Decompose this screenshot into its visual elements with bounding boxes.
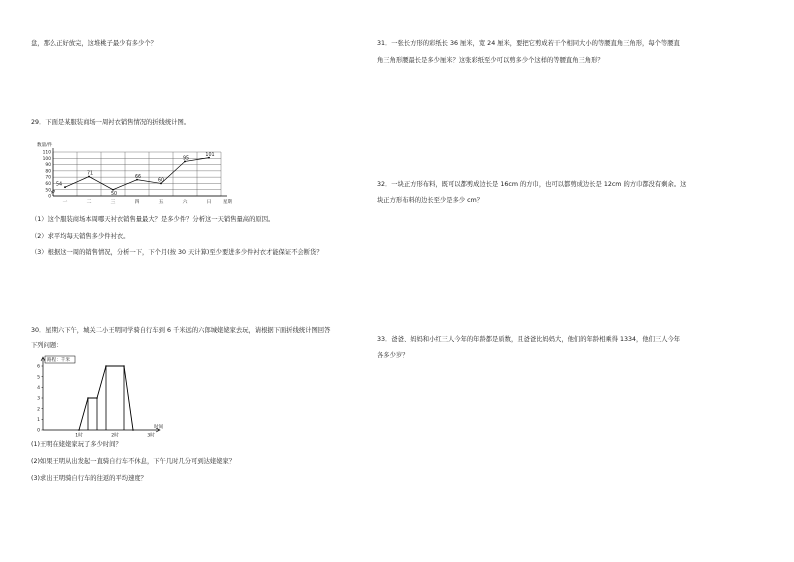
chart2-ytick: 2 bbox=[37, 407, 40, 413]
chart1-ytick: 80 bbox=[45, 169, 51, 175]
chart1-data-label: 50 bbox=[110, 192, 118, 198]
q29-stem: 29．下面是某服装商场一周衬衣销售情况的折线统计图。 bbox=[31, 119, 191, 126]
chart1-ylabel: 数量/件 bbox=[37, 143, 53, 148]
chart1-xlabel: 星期 bbox=[223, 200, 232, 205]
chart2-ytick: 5 bbox=[37, 375, 40, 381]
q29-sub2: （2）求平均每天销售多少件衬衣。 bbox=[31, 233, 130, 240]
chart2-ytick: 0 bbox=[37, 428, 40, 434]
chart1-xtick: 四 bbox=[134, 200, 140, 205]
chart2-ytick: 3 bbox=[37, 396, 40, 402]
q32-line2: 块正方形布料的边长至少是多少 cm？ bbox=[377, 197, 484, 204]
chart1-ytick: 70 bbox=[45, 175, 51, 181]
chart2-xtick: 2时 bbox=[111, 433, 119, 439]
distance-line-chart bbox=[31, 352, 231, 442]
chart2-point bbox=[87, 397, 89, 399]
q33-line2: 各多少岁？ bbox=[377, 352, 409, 359]
chart1-data-label: 101 bbox=[205, 152, 215, 158]
chart1-ytick: 90 bbox=[45, 163, 51, 169]
chart1-xtick: 二 bbox=[86, 200, 92, 205]
chart1-data-label: 71 bbox=[86, 171, 94, 177]
chart1-point bbox=[64, 186, 66, 188]
chart2-ytick: 1 bbox=[37, 417, 40, 423]
q32-line1: 32．一块正方形布料，既可以都剪成边长是 16cm 的方巾，也可以都剪成边长是 12cm 的方巾都没有剩余。这 bbox=[377, 181, 687, 188]
q29-sub3: （3）根据这一周的销售情况，分析一下，下个月(按 30 天计算)至少要进多少件衬衣才能保证不会断货？ bbox=[31, 249, 323, 256]
chart2-point bbox=[78, 429, 80, 431]
chart1-ytick: 50 bbox=[45, 188, 51, 194]
chart1-xtick: 一 bbox=[62, 200, 68, 205]
q31-line1: 31．一张长方形的彩纸长 36 厘米，宽 24 厘米，要把它剪成若干个相同大小的等腰直角三角形，每个等腰直 bbox=[377, 40, 680, 47]
chart2-point bbox=[105, 365, 107, 367]
q28-tail: 盘，那么正好放完，这堆桃子最少有多少个？ bbox=[31, 40, 157, 47]
q30-stem-line2: 下列问题： bbox=[31, 342, 63, 349]
chart1-xtick: 六 bbox=[182, 200, 188, 205]
q30-sub2: (2)如果王明从出发起一直骑自行车不休息，下午几时几分可到达姥姥家？ bbox=[31, 458, 236, 465]
q30-sub3: (3)求出王明骑自行车的往返的平均速度？ bbox=[31, 475, 147, 482]
chart1-xtick: 日 bbox=[206, 200, 212, 205]
chart2-ytick: 6 bbox=[37, 364, 40, 370]
chart1-point bbox=[112, 189, 114, 191]
chart2-point bbox=[132, 429, 134, 431]
q30-stem-line1: 30．星期六下午，城关二小王明同学骑自行车到 6 千米远的六郎城姥姥家去玩，请根据下面折线统计图回答 bbox=[31, 327, 331, 334]
chart2-xtick: 3时 bbox=[147, 433, 155, 439]
chart1-ytick: 100 bbox=[42, 156, 51, 162]
q33-line1: 33．爸爸、妈妈和小红三人今年的年龄都是质数，且爸爸比妈妈大，他们的年龄相乘得 1334，他们三人今年 bbox=[377, 336, 681, 343]
chart2-ytick: 4 bbox=[37, 385, 40, 391]
chart1-xtick: 五 bbox=[158, 200, 164, 205]
chart1-ytick: 0 bbox=[48, 194, 51, 200]
chart2-ylabel: 路程：千米 bbox=[47, 358, 70, 363]
sales-line-chart bbox=[31, 138, 231, 210]
chart2-xtick: 1时 bbox=[75, 433, 83, 439]
q29-sub1: （1）这个服装商场本周哪天衬衣销售量最大？是多少件？分析这一天销售量高的原因。 bbox=[31, 216, 275, 223]
chart2-point bbox=[96, 397, 98, 399]
q30-sub1: (1)王明在姥姥家玩了多少时间？ bbox=[31, 441, 122, 448]
chart2-point bbox=[123, 365, 125, 367]
chart1-data-label: 66 bbox=[134, 174, 142, 180]
chart1-data-label: 95 bbox=[182, 156, 190, 162]
chart1-data-label: 54 bbox=[55, 182, 63, 188]
chart1-data-label: 60 bbox=[157, 178, 165, 184]
chart1-ytick: 110 bbox=[42, 150, 51, 156]
q31-line2: 角三角形腰最长是多少厘米？这张彩纸至少可以剪多少个这样的等腰直角三角形？ bbox=[377, 57, 604, 64]
chart1-xtick: 三 bbox=[110, 200, 116, 205]
chart2-xlabel: 时间 bbox=[154, 425, 164, 430]
chart1-ytick: 60 bbox=[45, 182, 51, 188]
